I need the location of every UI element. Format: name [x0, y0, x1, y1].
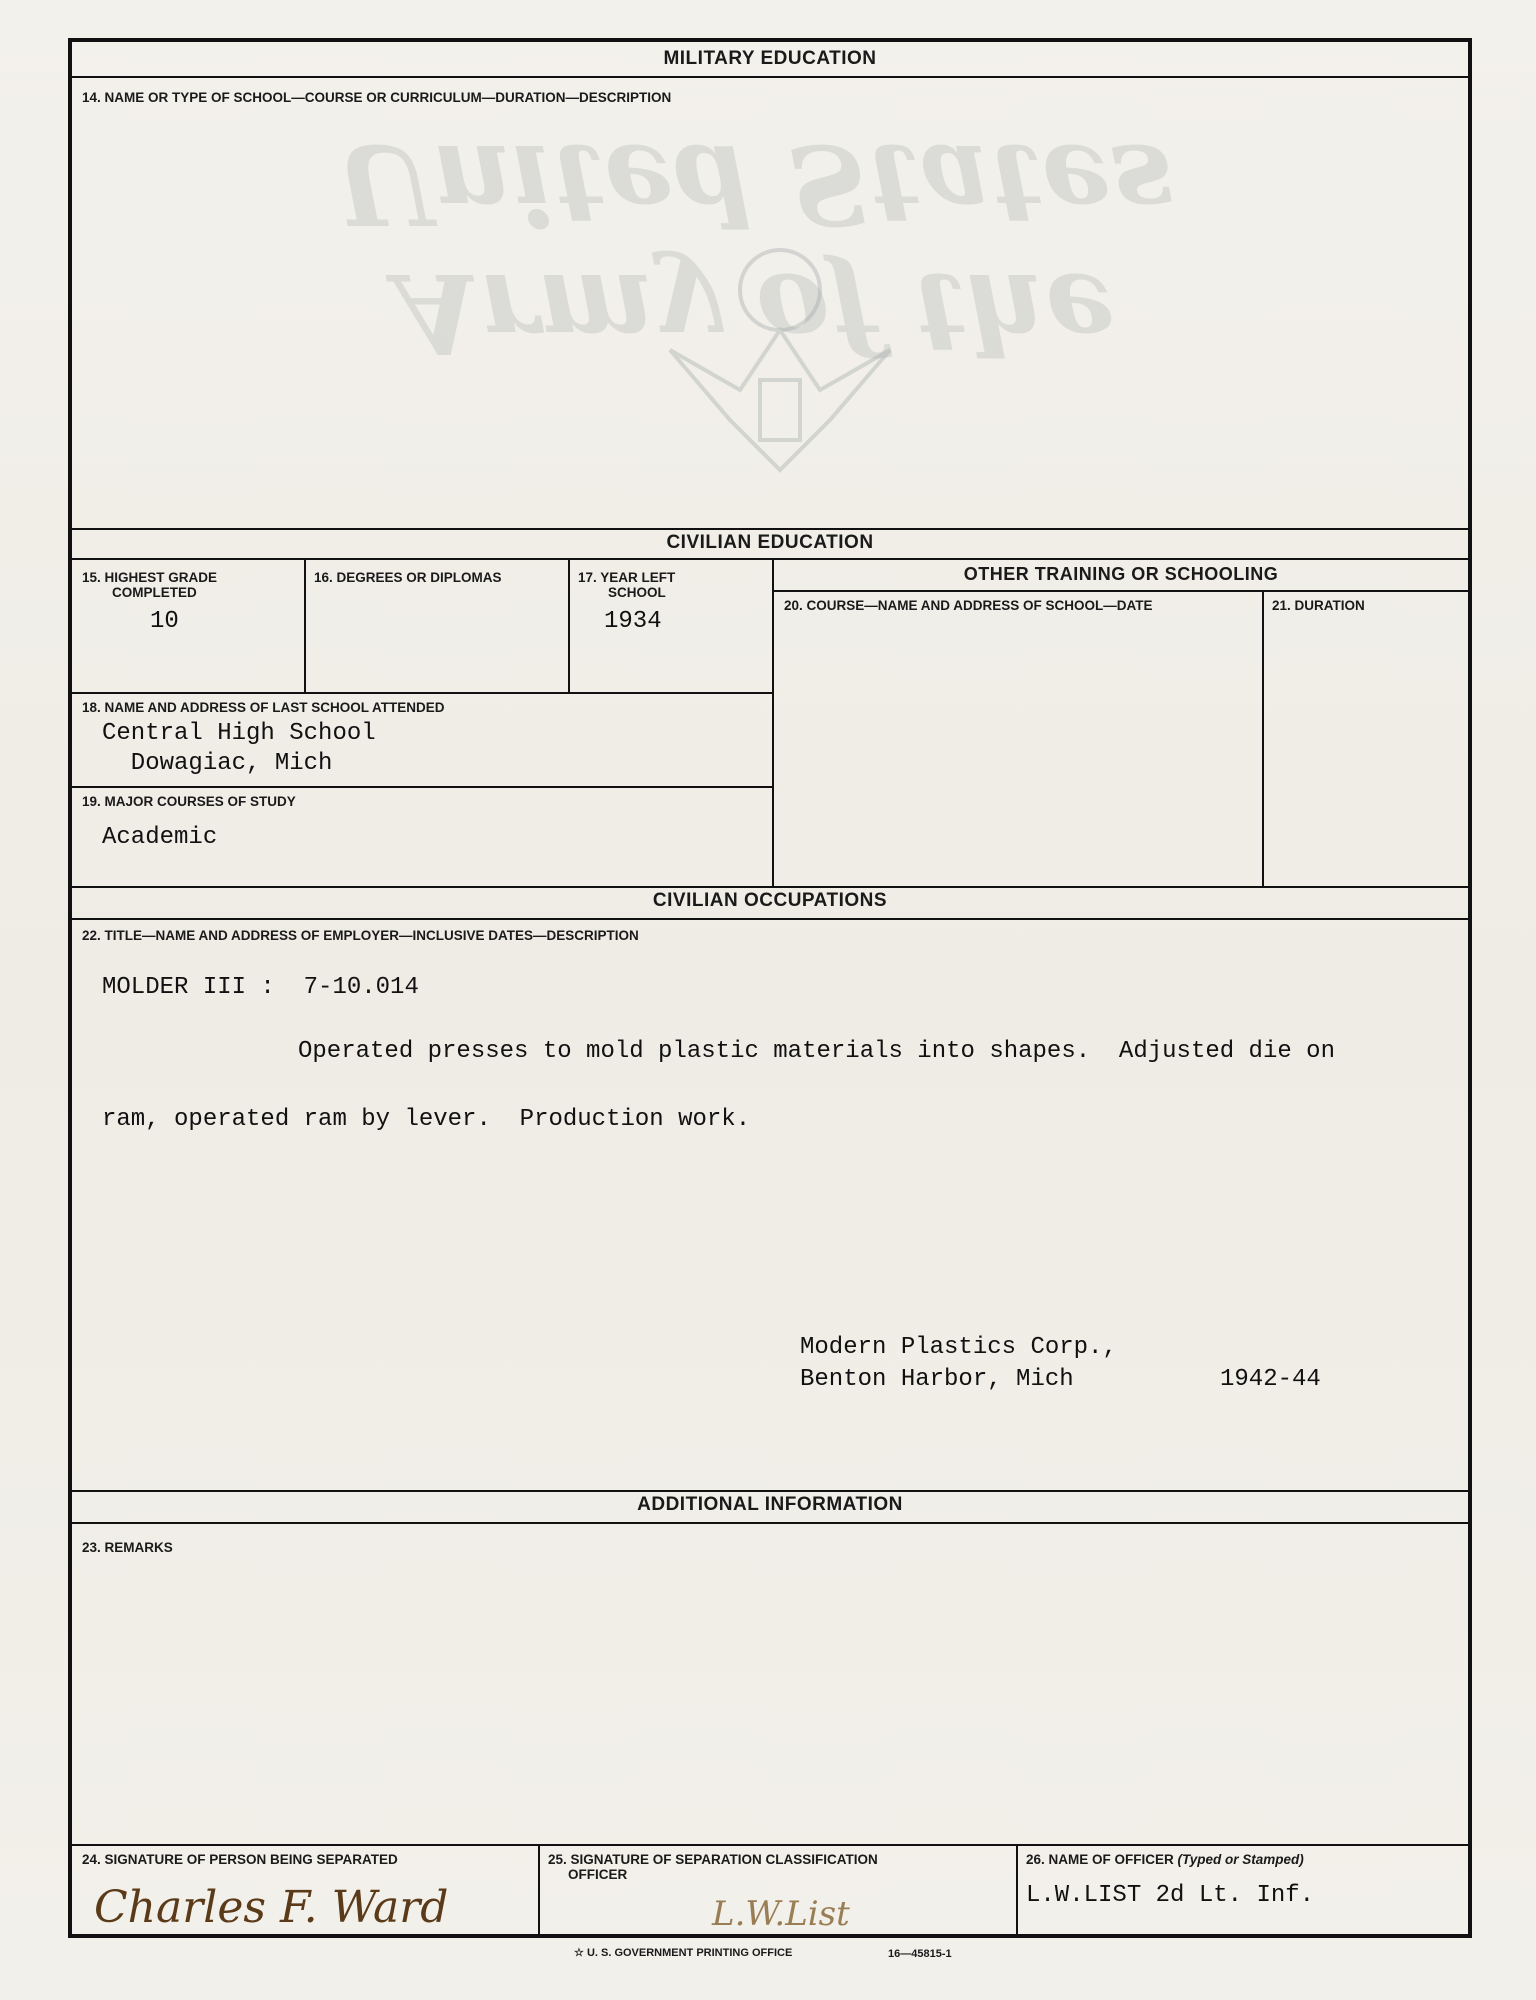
employer-city: Benton Harbor, Mich — [800, 1366, 1074, 1393]
field-22-label: 22. TITLE—NAME AND ADDRESS OF EMPLOYER—INCLUSIVE DATES—DESCRIPTION — [82, 928, 639, 943]
field-15-label-line2: COMPLETED — [112, 585, 197, 600]
star-icon: ☆ — [574, 1947, 584, 1959]
divider — [72, 558, 1468, 560]
section-military-education: MILITARY EDUCATION — [663, 48, 877, 69]
field-18-label: 18. NAME AND ADDRESS OF LAST SCHOOL ATTENDED — [82, 700, 445, 715]
divider — [72, 1490, 1468, 1492]
divider — [1016, 1844, 1018, 1938]
year-left-value: 1934 — [604, 608, 662, 635]
divider — [1262, 590, 1264, 886]
divider — [72, 786, 772, 788]
divider — [774, 590, 1468, 592]
occupation-description-line2: ram, operated ram by lever. Production work. — [102, 1106, 751, 1133]
last-school-city: Dowagiac, Mich — [102, 750, 333, 777]
divider — [72, 692, 772, 694]
field-25-label-line1: 25. SIGNATURE OF SEPARATION CLASSIFICATION — [548, 1852, 878, 1867]
field-26-label-note: (Typed or Stamped) — [1177, 1852, 1304, 1867]
officer-signature: L.W.List — [712, 1894, 850, 1934]
field-15-label-line1: 15. HIGHEST GRADE — [82, 570, 218, 585]
qualification-record-form — [68, 38, 1472, 1938]
highest-grade-value: 10 — [150, 608, 179, 635]
divider — [72, 528, 1468, 530]
field-20-label: 20. COURSE—NAME AND ADDRESS OF SCHOOL—DATE — [784, 598, 1153, 613]
divider — [72, 1844, 1468, 1846]
employment-dates: 1942-44 — [1220, 1366, 1321, 1393]
field-26-label-main: 26. NAME OF OFFICER — [1026, 1852, 1174, 1867]
field-16-label: 16. DEGREES OR DIPLOMAS — [314, 570, 502, 585]
section-additional-information: ADDITIONAL INFORMATION — [637, 1494, 903, 1515]
field-26-label — [1026, 1852, 1304, 1867]
field-21-label: 21. DURATION — [1272, 598, 1365, 613]
occupation-description-line1: Operated presses to mold plastic materials into shapes. Adjusted die on — [298, 1038, 1335, 1065]
occupation-title: MOLDER III : 7-10.014 — [102, 974, 419, 1001]
field-25-label-line2: OFFICER — [568, 1867, 628, 1882]
divider — [772, 558, 774, 886]
divider — [568, 558, 570, 692]
field-24-label: 24. SIGNATURE OF PERSON BEING SEPARATED — [82, 1852, 398, 1867]
person-signature: Charles F. Ward — [94, 1882, 449, 1933]
divider — [304, 558, 306, 692]
divider — [72, 886, 1468, 888]
field-17-label-line1: 17. YEAR LEFT — [578, 570, 676, 585]
footer-form-number: 16—45815-1 — [888, 1948, 952, 1960]
employer-name: Modern Plastics Corp., — [800, 1334, 1117, 1361]
officer-name-value: L.W.LIST 2d Lt. Inf. — [1026, 1882, 1315, 1909]
divider — [538, 1844, 540, 1938]
section-civilian-occupations: CIVILIAN OCCUPATIONS — [652, 890, 888, 911]
field-19-label: 19. MAJOR COURSES OF STUDY — [82, 794, 296, 809]
last-school-name: Central High School — [102, 720, 376, 747]
watermark-heading: Army of the United States — [336, 120, 1174, 378]
divider — [72, 76, 1468, 78]
field-17-label-line2: SCHOOL — [608, 585, 666, 600]
other-training-title: OTHER TRAINING OR SCHOOLING — [963, 564, 1279, 584]
footer-printer-text: U. S. GOVERNMENT PRINTING OFFICE — [586, 1947, 793, 1959]
divider — [72, 918, 1468, 920]
divider — [72, 1522, 1468, 1524]
field-23-label: 23. REMARKS — [82, 1540, 173, 1555]
section-civilian-education: CIVILIAN EDUCATION — [666, 532, 874, 553]
footer-printer — [574, 1946, 792, 1959]
major-courses-value: Academic — [102, 824, 218, 851]
field-14-label: 14. NAME OR TYPE OF SCHOOL—COURSE OR CURRICULUM—DURATION—DESCRIPTION — [82, 90, 672, 105]
